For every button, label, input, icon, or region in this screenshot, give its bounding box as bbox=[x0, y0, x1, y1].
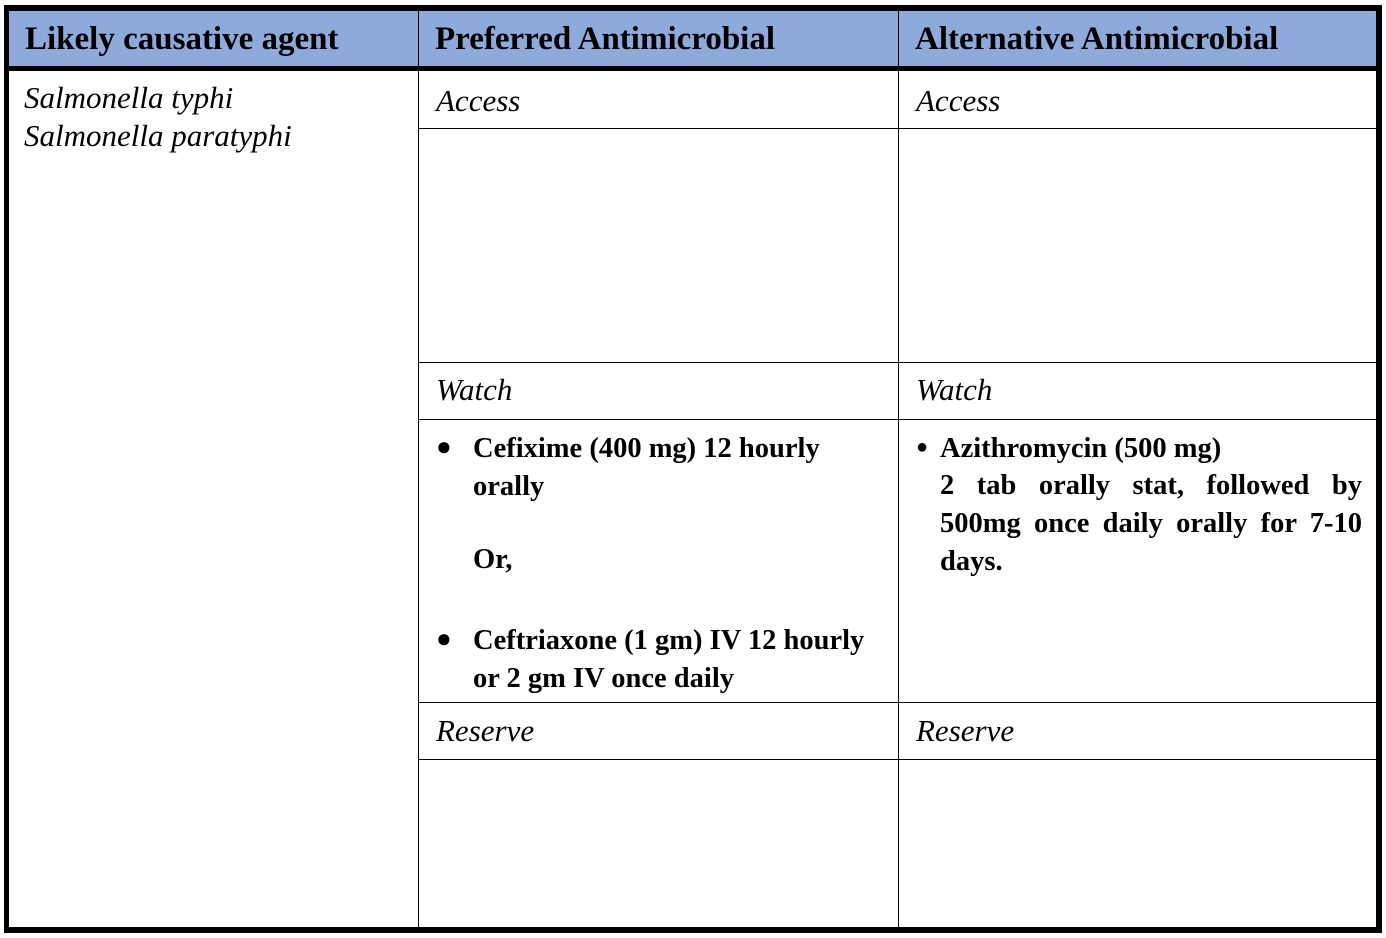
row-divider bbox=[418, 702, 1377, 703]
row-divider bbox=[418, 759, 1377, 760]
col-divider bbox=[898, 11, 899, 928]
bullet-icon: ● bbox=[436, 624, 452, 653]
preferred-watch-item: Cefixime (400 mg) 12 hourly orally bbox=[473, 433, 820, 502]
row-divider bbox=[418, 419, 1377, 420]
preferred-watch-label: Watch bbox=[436, 372, 513, 407]
row-divider bbox=[418, 128, 1377, 129]
or-separator: Or, bbox=[473, 544, 513, 575]
agent-name: Salmonella paratyphi bbox=[24, 118, 292, 153]
header-agent: Likely causative agent bbox=[9, 11, 418, 67]
header-divider bbox=[8, 66, 1377, 71]
alternative-access-label: Access bbox=[916, 83, 1001, 118]
col-divider bbox=[418, 11, 419, 928]
alternative-watch-label: Watch bbox=[916, 372, 993, 407]
agent-name: Salmonella typhi bbox=[24, 80, 234, 115]
bullet-icon: ● bbox=[916, 436, 929, 458]
preferred-reserve-label: Reserve bbox=[436, 713, 535, 748]
row-divider bbox=[418, 362, 1377, 363]
alternative-watch-detail: 2 tab orally stat, followed by 500mg once daily orally for 7-10 days. bbox=[940, 470, 1362, 577]
alternative-reserve-label: Reserve bbox=[916, 713, 1015, 748]
header-alternative: Alternative Antimicrobial bbox=[899, 11, 1376, 67]
preferred-access-label: Access bbox=[436, 83, 521, 118]
alternative-watch-title: Azithromycin (500 mg) bbox=[940, 433, 1222, 464]
header-preferred: Preferred Antimicrobial bbox=[419, 11, 898, 67]
bullet-icon: ● bbox=[436, 432, 452, 461]
preferred-watch-item: Ceftriaxone (1 gm) IV 12 hourly or 2 gm IV once daily bbox=[473, 625, 865, 694]
